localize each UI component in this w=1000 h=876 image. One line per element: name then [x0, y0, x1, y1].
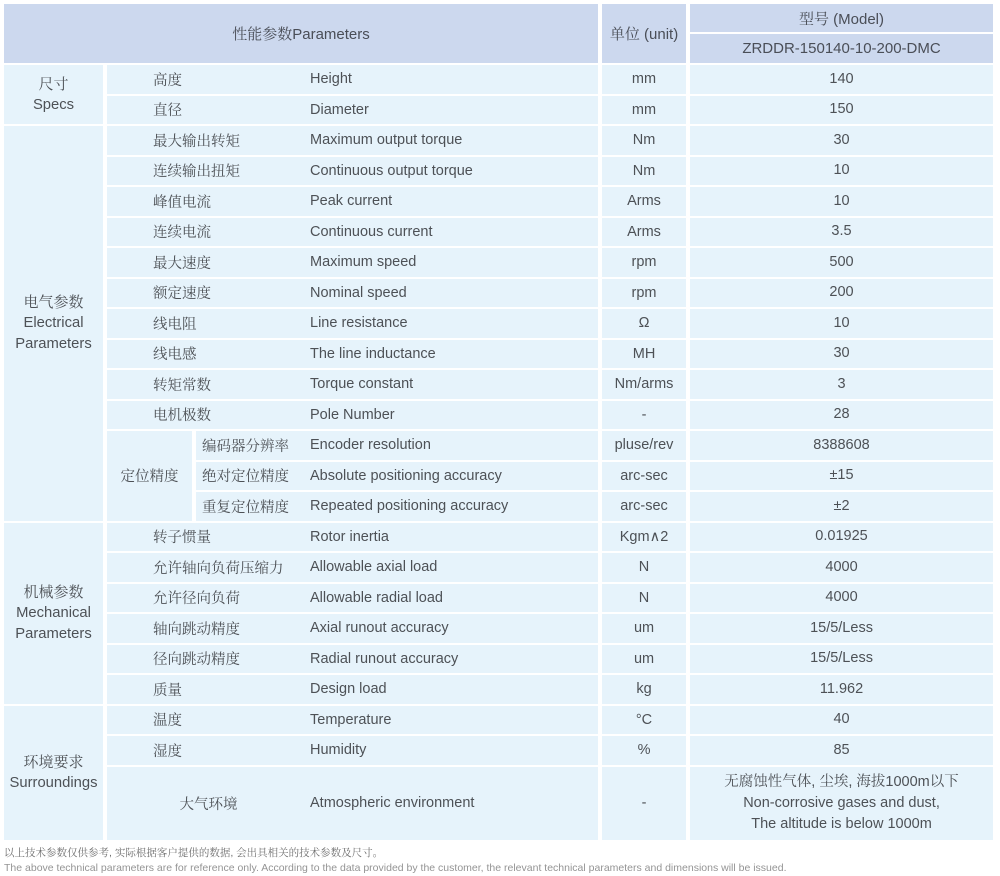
param-name-cell	[107, 340, 602, 371]
table-row	[4, 309, 997, 340]
table-row	[4, 65, 997, 96]
param-name-zh: 额定速度	[153, 286, 211, 303]
unit-cell: Nm	[602, 157, 690, 188]
param-name-cell	[107, 157, 602, 188]
param-name-flex	[107, 793, 598, 814]
table-row	[4, 96, 997, 127]
group-cell	[4, 523, 107, 706]
table-row	[4, 553, 997, 584]
param-name-zh: 连续电流	[153, 225, 211, 242]
table-row	[4, 614, 997, 645]
param-name-cell	[107, 553, 602, 584]
unit-cell: Arms	[602, 218, 690, 249]
param-name-en: Encoder resolution	[310, 437, 431, 454]
value-cell: 10	[690, 309, 997, 340]
param-name-flex	[107, 221, 598, 242]
param-name-en: Rotor inertia	[310, 528, 389, 545]
param-name-cell	[107, 614, 602, 645]
param-name-flex	[107, 191, 598, 212]
unit-cell: -	[602, 401, 690, 432]
param-name-en: Continuous current	[310, 223, 433, 240]
param-name-cell	[196, 431, 602, 462]
param-name-zh: 湿度	[153, 743, 182, 760]
value-cell: 200	[690, 279, 997, 310]
unit-cell: mm	[602, 96, 690, 127]
param-name-en: Line resistance	[310, 315, 408, 332]
param-name-flex	[107, 740, 598, 761]
param-name-cell	[107, 187, 602, 218]
param-name-flex	[107, 160, 598, 181]
table-row	[4, 523, 997, 554]
param-name-flex	[107, 343, 598, 364]
group-name-zh: 机械参数	[23, 583, 84, 601]
value-cell: 11.962	[690, 675, 997, 706]
unit-cell: arc-sec	[602, 492, 690, 523]
param-name-cell	[107, 279, 602, 310]
param-name-zh: 大气环境	[179, 796, 238, 813]
param-name-zh: 转矩常数	[153, 377, 211, 394]
param-name-en: Temperature	[310, 711, 392, 728]
unit-cell: mm	[602, 65, 690, 96]
unit-cell: arc-sec	[602, 462, 690, 493]
param-name-flex	[107, 526, 598, 547]
model-value-cell: ZRDDR-150140-10-200-DMC	[690, 34, 997, 65]
table-row	[4, 218, 997, 249]
param-name-en: Maximum speed	[310, 254, 417, 271]
param-name-cell	[196, 492, 602, 523]
table-row	[4, 706, 997, 737]
value-cell: 15/5/Less	[690, 614, 997, 645]
group-name-en: Surroundings	[9, 774, 98, 791]
param-name-cell	[107, 736, 602, 767]
param-name-flex	[107, 618, 598, 639]
param-name-flex	[107, 313, 598, 334]
value-cell: 8388608	[690, 431, 997, 462]
spec-table-wrap	[4, 4, 997, 842]
unit-cell: Kgm∧2	[602, 523, 690, 554]
param-name-zh: 电机极数	[153, 408, 211, 425]
group-name-en: Electrical Parameters	[15, 314, 92, 352]
param-name-en: Diameter	[310, 101, 369, 118]
unit-cell: Nm	[602, 126, 690, 157]
param-name-cell	[107, 584, 602, 615]
param-name-cell	[107, 675, 602, 706]
value-line: 无腐蚀性气体, 尘埃, 海拔1000m以下	[724, 773, 959, 790]
param-name-cell	[107, 645, 602, 676]
value-cell: 3	[690, 370, 997, 401]
param-name-cell	[107, 96, 602, 127]
footnote-en: The above technical parameters are for reference only. According to the data provided by the customer, the relevant technical parameters and dimensions will be issued.	[4, 862, 787, 874]
value-cell: 30	[690, 126, 997, 157]
value-cell: ±15	[690, 462, 997, 493]
unit-cell: MH	[602, 340, 690, 371]
param-name-flex	[107, 587, 598, 608]
param-name-zh: 允许径向负荷	[153, 591, 240, 608]
param-name-zh: 最大输出转矩	[153, 133, 240, 150]
param-name-cell	[107, 218, 602, 249]
param-name-flex	[107, 374, 598, 395]
param-name-zh: 绝对定位精度	[202, 469, 289, 486]
unit-header-cell: 单位 (unit)	[602, 4, 690, 65]
table-row	[4, 126, 997, 157]
param-name-flex	[196, 465, 598, 486]
footnote	[4, 846, 994, 876]
value-line: Non-corrosive gases and dust,	[743, 794, 940, 811]
value-cell: 0.01925	[690, 523, 997, 554]
table-row	[4, 401, 997, 432]
param-name-en: Radial runout accuracy	[310, 650, 459, 667]
value-cell: 85	[690, 736, 997, 767]
param-name-en: Atmospheric environment	[310, 795, 475, 811]
param-name-en: Nominal speed	[310, 284, 407, 301]
param-name-zh: 轴向跳动精度	[153, 621, 240, 638]
param-name-flex	[196, 496, 598, 517]
param-name-zh: 质量	[153, 682, 182, 699]
table-row	[4, 431, 997, 462]
param-name-en: Axial runout accuracy	[310, 620, 449, 637]
model-header-cell: 型号 (Model)	[690, 4, 997, 34]
param-name-en: Allowable axial load	[310, 559, 438, 576]
table-row	[4, 645, 997, 676]
value-line: The altitude is below 1000m	[751, 815, 932, 832]
header-row-1	[4, 4, 997, 34]
param-name-zh: 径向跳动精度	[153, 652, 240, 669]
param-name-en: Humidity	[310, 742, 367, 759]
table-row	[4, 157, 997, 188]
param-name-flex	[107, 648, 598, 669]
table-row	[4, 187, 997, 218]
param-name-cell	[107, 126, 602, 157]
table-row	[4, 767, 997, 842]
table-row	[4, 279, 997, 310]
param-name-zh: 线电阻	[153, 316, 197, 333]
param-name-flex	[107, 557, 598, 578]
table-row	[4, 370, 997, 401]
group-name-zh: 尺寸	[38, 75, 69, 93]
parameters-header-cell: 性能参数Parameters	[4, 4, 602, 65]
value-cell: 4000	[690, 584, 997, 615]
group-cell	[4, 126, 107, 523]
value-cell: 30	[690, 340, 997, 371]
table-row	[4, 248, 997, 279]
param-name-cell	[107, 370, 602, 401]
value-cell: 500	[690, 248, 997, 279]
unit-cell: Nm/arms	[602, 370, 690, 401]
unit-cell: pluse/rev	[602, 431, 690, 462]
param-name-zh: 转子惯量	[153, 530, 211, 547]
spec-table-body	[4, 65, 997, 842]
value-cell: 150	[690, 96, 997, 127]
value-cell: 28	[690, 401, 997, 432]
param-name-en: Allowable radial load	[310, 589, 443, 606]
param-name-en: Peak current	[310, 193, 393, 210]
param-name-en: Pole Number	[310, 406, 395, 423]
param-name-zh: 允许轴向负荷压缩力	[153, 560, 284, 577]
param-name-zh: 线电感	[153, 347, 197, 364]
group-name-zh: 环境要求	[23, 753, 84, 771]
param-name-flex	[107, 709, 598, 730]
group-name-en: Specs	[32, 96, 75, 113]
param-name-en: Torque constant	[310, 376, 414, 393]
param-name-zh: 编码器分辨率	[202, 438, 289, 455]
param-name-zh: 高度	[153, 72, 182, 89]
param-name-cell	[107, 309, 602, 340]
value-cell: 10	[690, 187, 997, 218]
param-name-cell	[107, 248, 602, 279]
value-cell: 140	[690, 65, 997, 96]
unit-cell: um	[602, 614, 690, 645]
param-name-cell	[107, 706, 602, 737]
group-cell	[4, 65, 107, 126]
param-name-flex	[107, 679, 598, 700]
table-row	[4, 584, 997, 615]
value-cell	[690, 767, 997, 842]
param-name-flex	[107, 69, 598, 90]
param-name-zh: 连续输出扭矩	[153, 164, 240, 181]
param-name-en: The line inductance	[310, 345, 436, 362]
unit-cell: Arms	[602, 187, 690, 218]
param-name-flex	[107, 252, 598, 273]
param-name-zh: 最大速度	[153, 255, 211, 272]
unit-cell: -	[602, 767, 690, 842]
group-name-en: Mechanical Parameters	[15, 604, 92, 642]
footnote-zh: 以上技术参数仅供参考, 实际根据客户提供的数据, 会出具相关的技术参数及尺寸。	[4, 847, 384, 859]
param-name-cell	[107, 523, 602, 554]
group-cell	[4, 706, 107, 842]
param-name-flex	[107, 404, 598, 425]
param-name-zh: 直径	[153, 103, 182, 120]
spec-table-header	[4, 4, 997, 65]
unit-cell: Ω	[602, 309, 690, 340]
unit-cell: N	[602, 584, 690, 615]
param-name-flex	[107, 130, 598, 151]
value-cell: 40	[690, 706, 997, 737]
param-name-en: Height	[310, 71, 352, 88]
spec-table	[4, 4, 997, 842]
param-name-en: Repeated positioning accuracy	[310, 498, 509, 515]
param-name-en: Design load	[310, 681, 387, 698]
value-cell: 10	[690, 157, 997, 188]
value-cell: ±2	[690, 492, 997, 523]
table-row	[4, 736, 997, 767]
unit-cell: N	[602, 553, 690, 584]
param-name-zh: 峰值电流	[153, 194, 211, 211]
param-name-cell	[107, 401, 602, 432]
unit-cell: rpm	[602, 279, 690, 310]
unit-cell: %	[602, 736, 690, 767]
param-name-cell	[196, 462, 602, 493]
table-row	[4, 675, 997, 706]
subgroup-cell: 定位精度	[107, 431, 196, 523]
param-name-en: Absolute positioning accuracy	[310, 467, 502, 484]
unit-cell: °C	[602, 706, 690, 737]
param-name-cell	[107, 65, 602, 96]
value-cell: 3.5	[690, 218, 997, 249]
param-name-cell	[107, 767, 602, 842]
param-name-en: Continuous output torque	[310, 162, 473, 179]
table-row	[4, 340, 997, 371]
param-name-flex	[107, 282, 598, 303]
param-name-zh: 重复定位精度	[202, 499, 289, 516]
unit-cell: um	[602, 645, 690, 676]
param-name-en: Maximum output torque	[310, 132, 463, 149]
unit-cell: rpm	[602, 248, 690, 279]
group-name-zh: 电气参数	[23, 293, 84, 311]
param-name-zh: 温度	[153, 713, 182, 730]
param-name-flex	[107, 99, 598, 120]
value-cell: 4000	[690, 553, 997, 584]
param-name-flex	[196, 435, 598, 456]
unit-cell: kg	[602, 675, 690, 706]
value-cell: 15/5/Less	[690, 645, 997, 676]
